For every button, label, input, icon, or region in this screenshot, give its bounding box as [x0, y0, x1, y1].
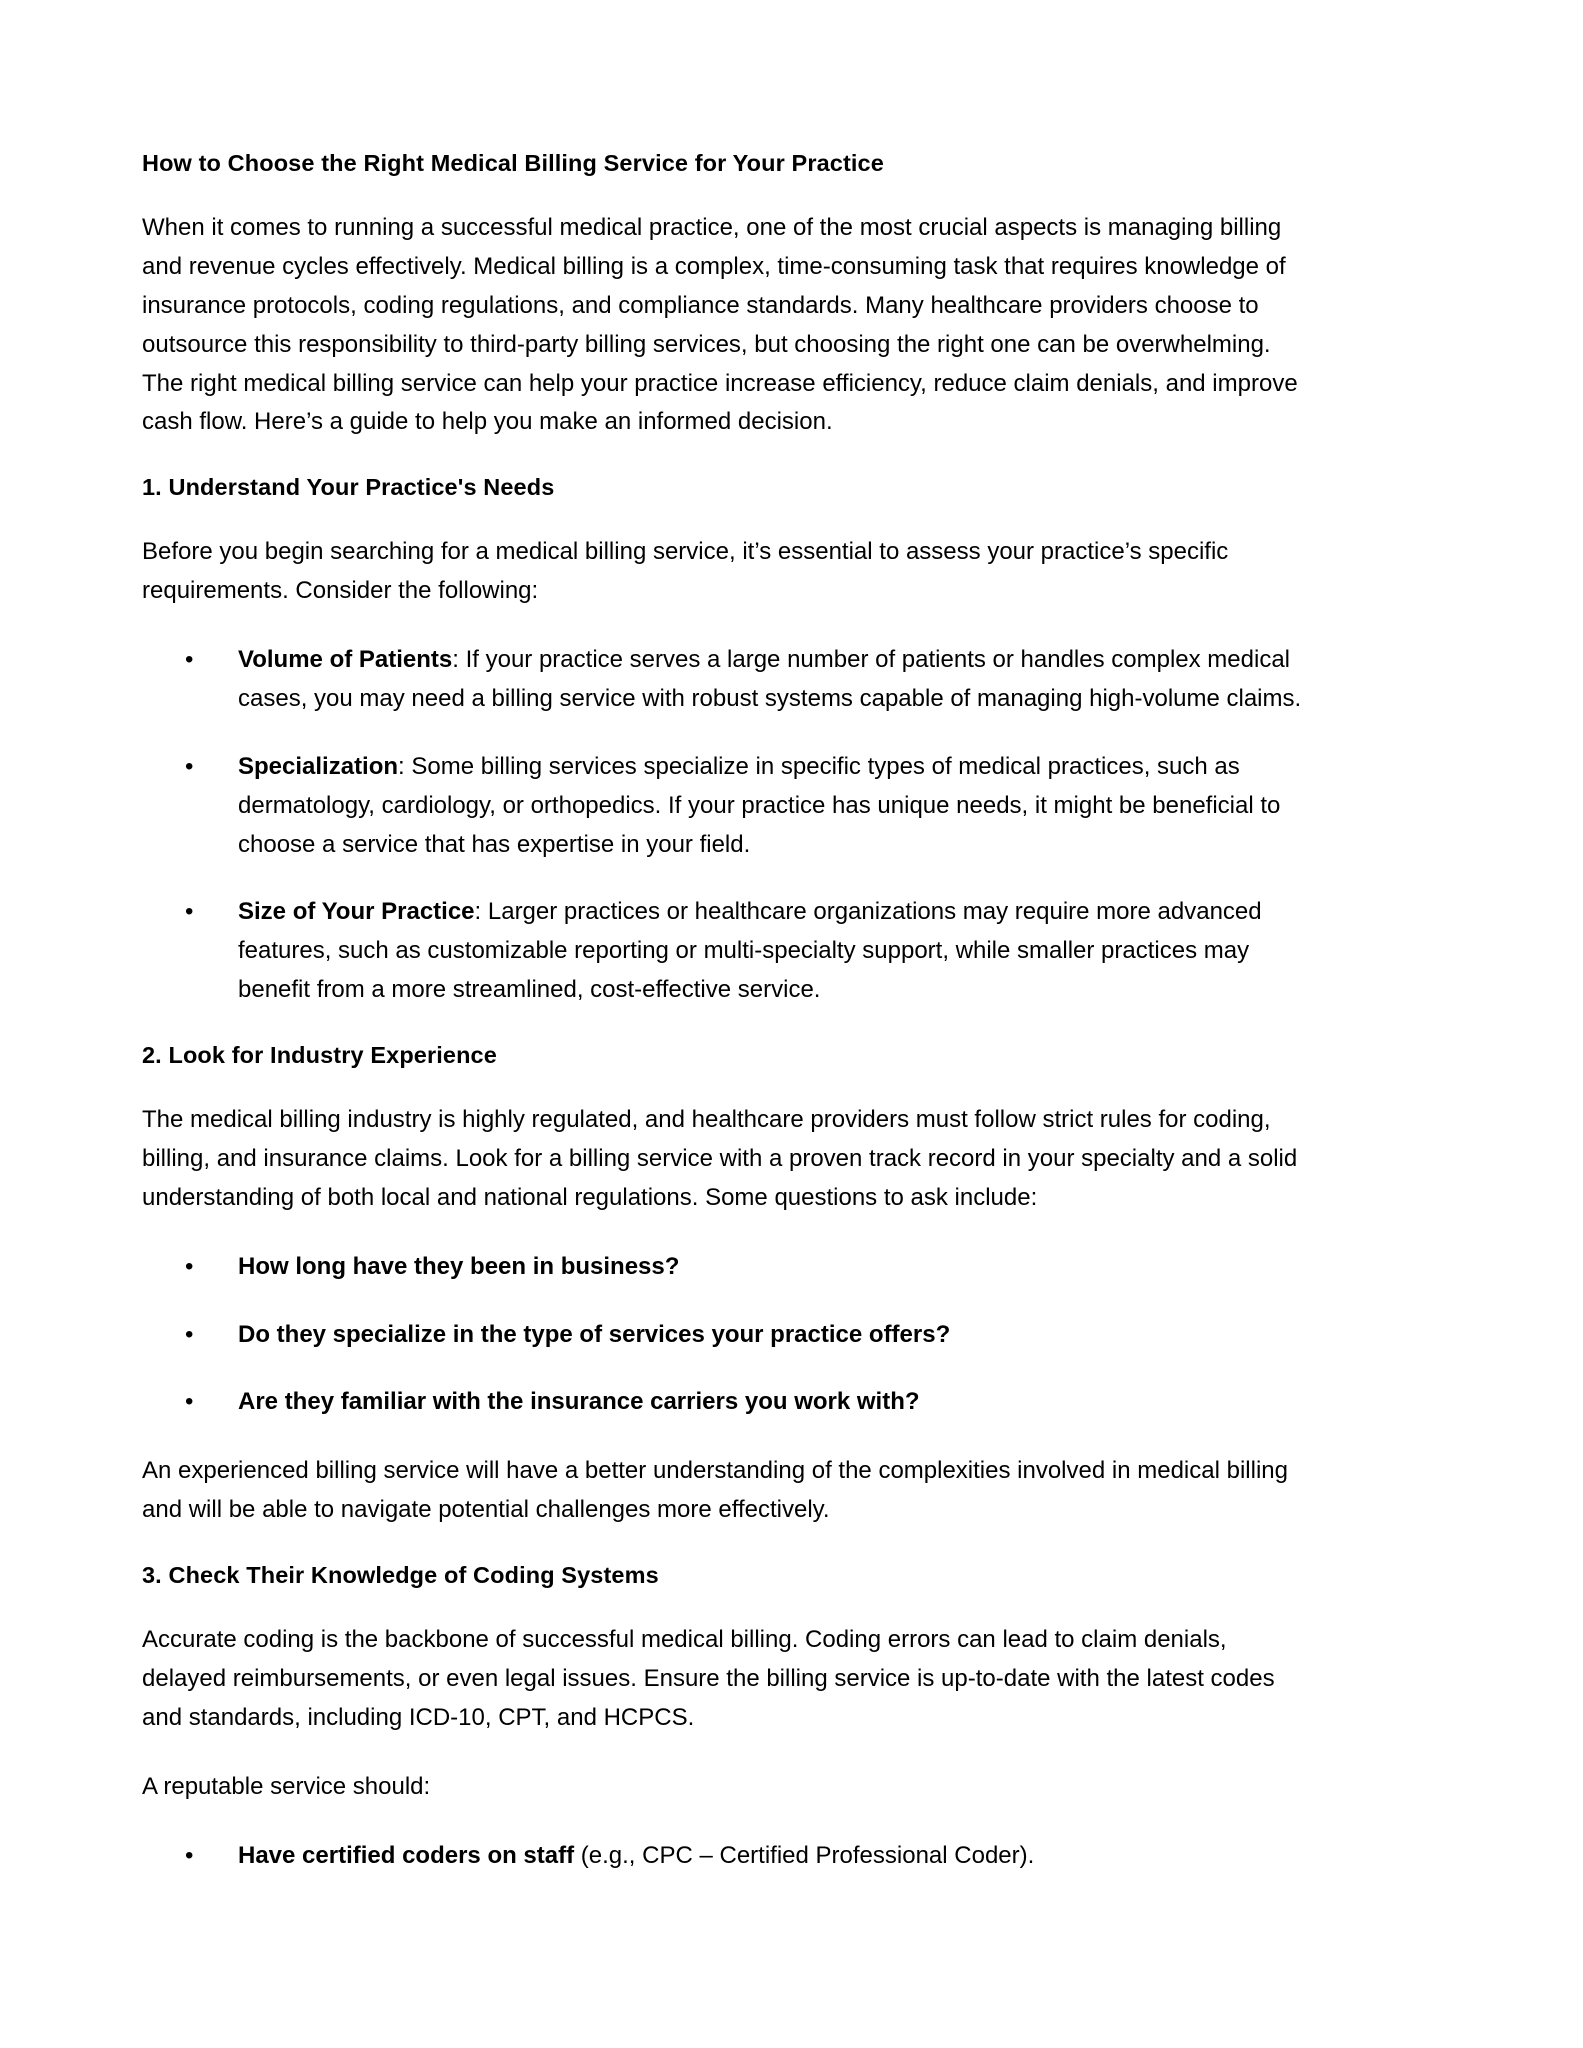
list-item — [142, 1316, 1302, 1355]
bullet-icon: • — [185, 646, 194, 674]
section-heading-1: 1. Understand Your Practice's Needs — [142, 474, 555, 501]
bullet-icon: • — [185, 1320, 194, 1348]
page-title: How to Choose the Right Medical Billing Service for Your Practice — [142, 150, 884, 176]
section-1-bullet-list — [142, 641, 1302, 1010]
list-item-lead: Volume of Patients — [238, 646, 453, 674]
bullet-icon: • — [185, 1841, 194, 1869]
list-item-text: : If your practice serves a large number of patients or handles complex medical cases, you may need a billing service with robust systems capable of managing high-volume claims. — [238, 646, 1302, 712]
list-item-text: : Some billing services specialize in specific types of medical practices, such as dermatology, cardiology, or orthopedics. If your practice has unique needs, it might be beneficial to choose a service that has expertise in your field. — [238, 752, 1281, 858]
list-item-lead: How long have they been in business? — [238, 1252, 680, 1280]
section-2-outro-paragraph: An experienced billing service will have a better understanding of the complexities involved in medical billing and will be able to navigate potential challenges more effectively. — [142, 1457, 1288, 1524]
bullet-icon: • — [185, 752, 194, 780]
bullet-icon: • — [185, 1252, 194, 1280]
section-3-bullet-list — [142, 1837, 1302, 1876]
section-2-intro-paragraph: The medical billing industry is highly regulated, and healthcare providers must follow strict rules for coding, billing, and insurance claims. Look for a billing service with a proven track record in your specialty and a solid understanding of both local and national regulations. Some questions to ask include: — [142, 1106, 1298, 1211]
list-item-lead: Specialization — [238, 752, 399, 780]
list-item — [142, 641, 1302, 719]
section-heading-3: 3. Check Their Knowledge of Coding Systems — [142, 1562, 659, 1589]
bullet-icon: • — [185, 1388, 194, 1416]
section-2-bullet-list — [142, 1248, 1302, 1423]
list-item — [142, 1383, 1302, 1422]
section-3-intro-paragraph: Accurate coding is the backbone of successful medical billing. Coding errors can lead to claim denials, delayed reimbursements, or even legal issues. Ensure the billing service is up-to-date with the latest codes and standards, including ICD-10, CPT, and HCPCS. — [142, 1626, 1275, 1731]
document-body — [142, 148, 1302, 1875]
list-item — [142, 893, 1302, 1010]
list-item — [142, 1837, 1302, 1876]
list-item-text: : Larger practices or healthcare organizations may require more advanced features, such as customizable reporting or multi-specialty support, while smaller practices may benefit from a more streamlined, cost-effective service. — [238, 898, 1262, 1004]
section-3-lead-in-paragraph: A reputable service should: — [142, 1772, 431, 1800]
section-1-intro-paragraph: Before you begin searching for a medical billing service, it’s essential to assess your practice’s specific requirements. Consider the following: — [142, 538, 1229, 605]
list-item-lead: Are they familiar with the insurance carriers you work with? — [238, 1388, 920, 1416]
section-heading-2: 2. Look for Industry Experience — [142, 1042, 497, 1069]
intro-paragraph: When it comes to running a successful medical practice, one of the most crucial aspects is managing billing and revenue cycles effectively. Medical billing is a complex, time-consuming task that requires knowledge of insurance protocols, coding regulations, and compliance standards. Many healthcare providers choose to outsource this responsibility to third-party billing services, but choosing the right one can be overwhelming. The right medical billing service can help your practice increase efficiency, reduce claim denials, and improve cash flow. Here’s a guide to help you make an informed decision. — [142, 214, 1298, 436]
list-item — [142, 1248, 1302, 1287]
bullet-icon: • — [185, 898, 194, 926]
list-item-lead: Have certified coders on staff — [238, 1841, 575, 1869]
list-item — [142, 748, 1302, 865]
list-item-text: (e.g., CPC – Certified Professional Coder). — [574, 1841, 1035, 1869]
list-item-lead: Do they specialize in the type of services your practice offers? — [238, 1320, 951, 1348]
list-item-lead: Size of Your Practice — [238, 898, 475, 926]
